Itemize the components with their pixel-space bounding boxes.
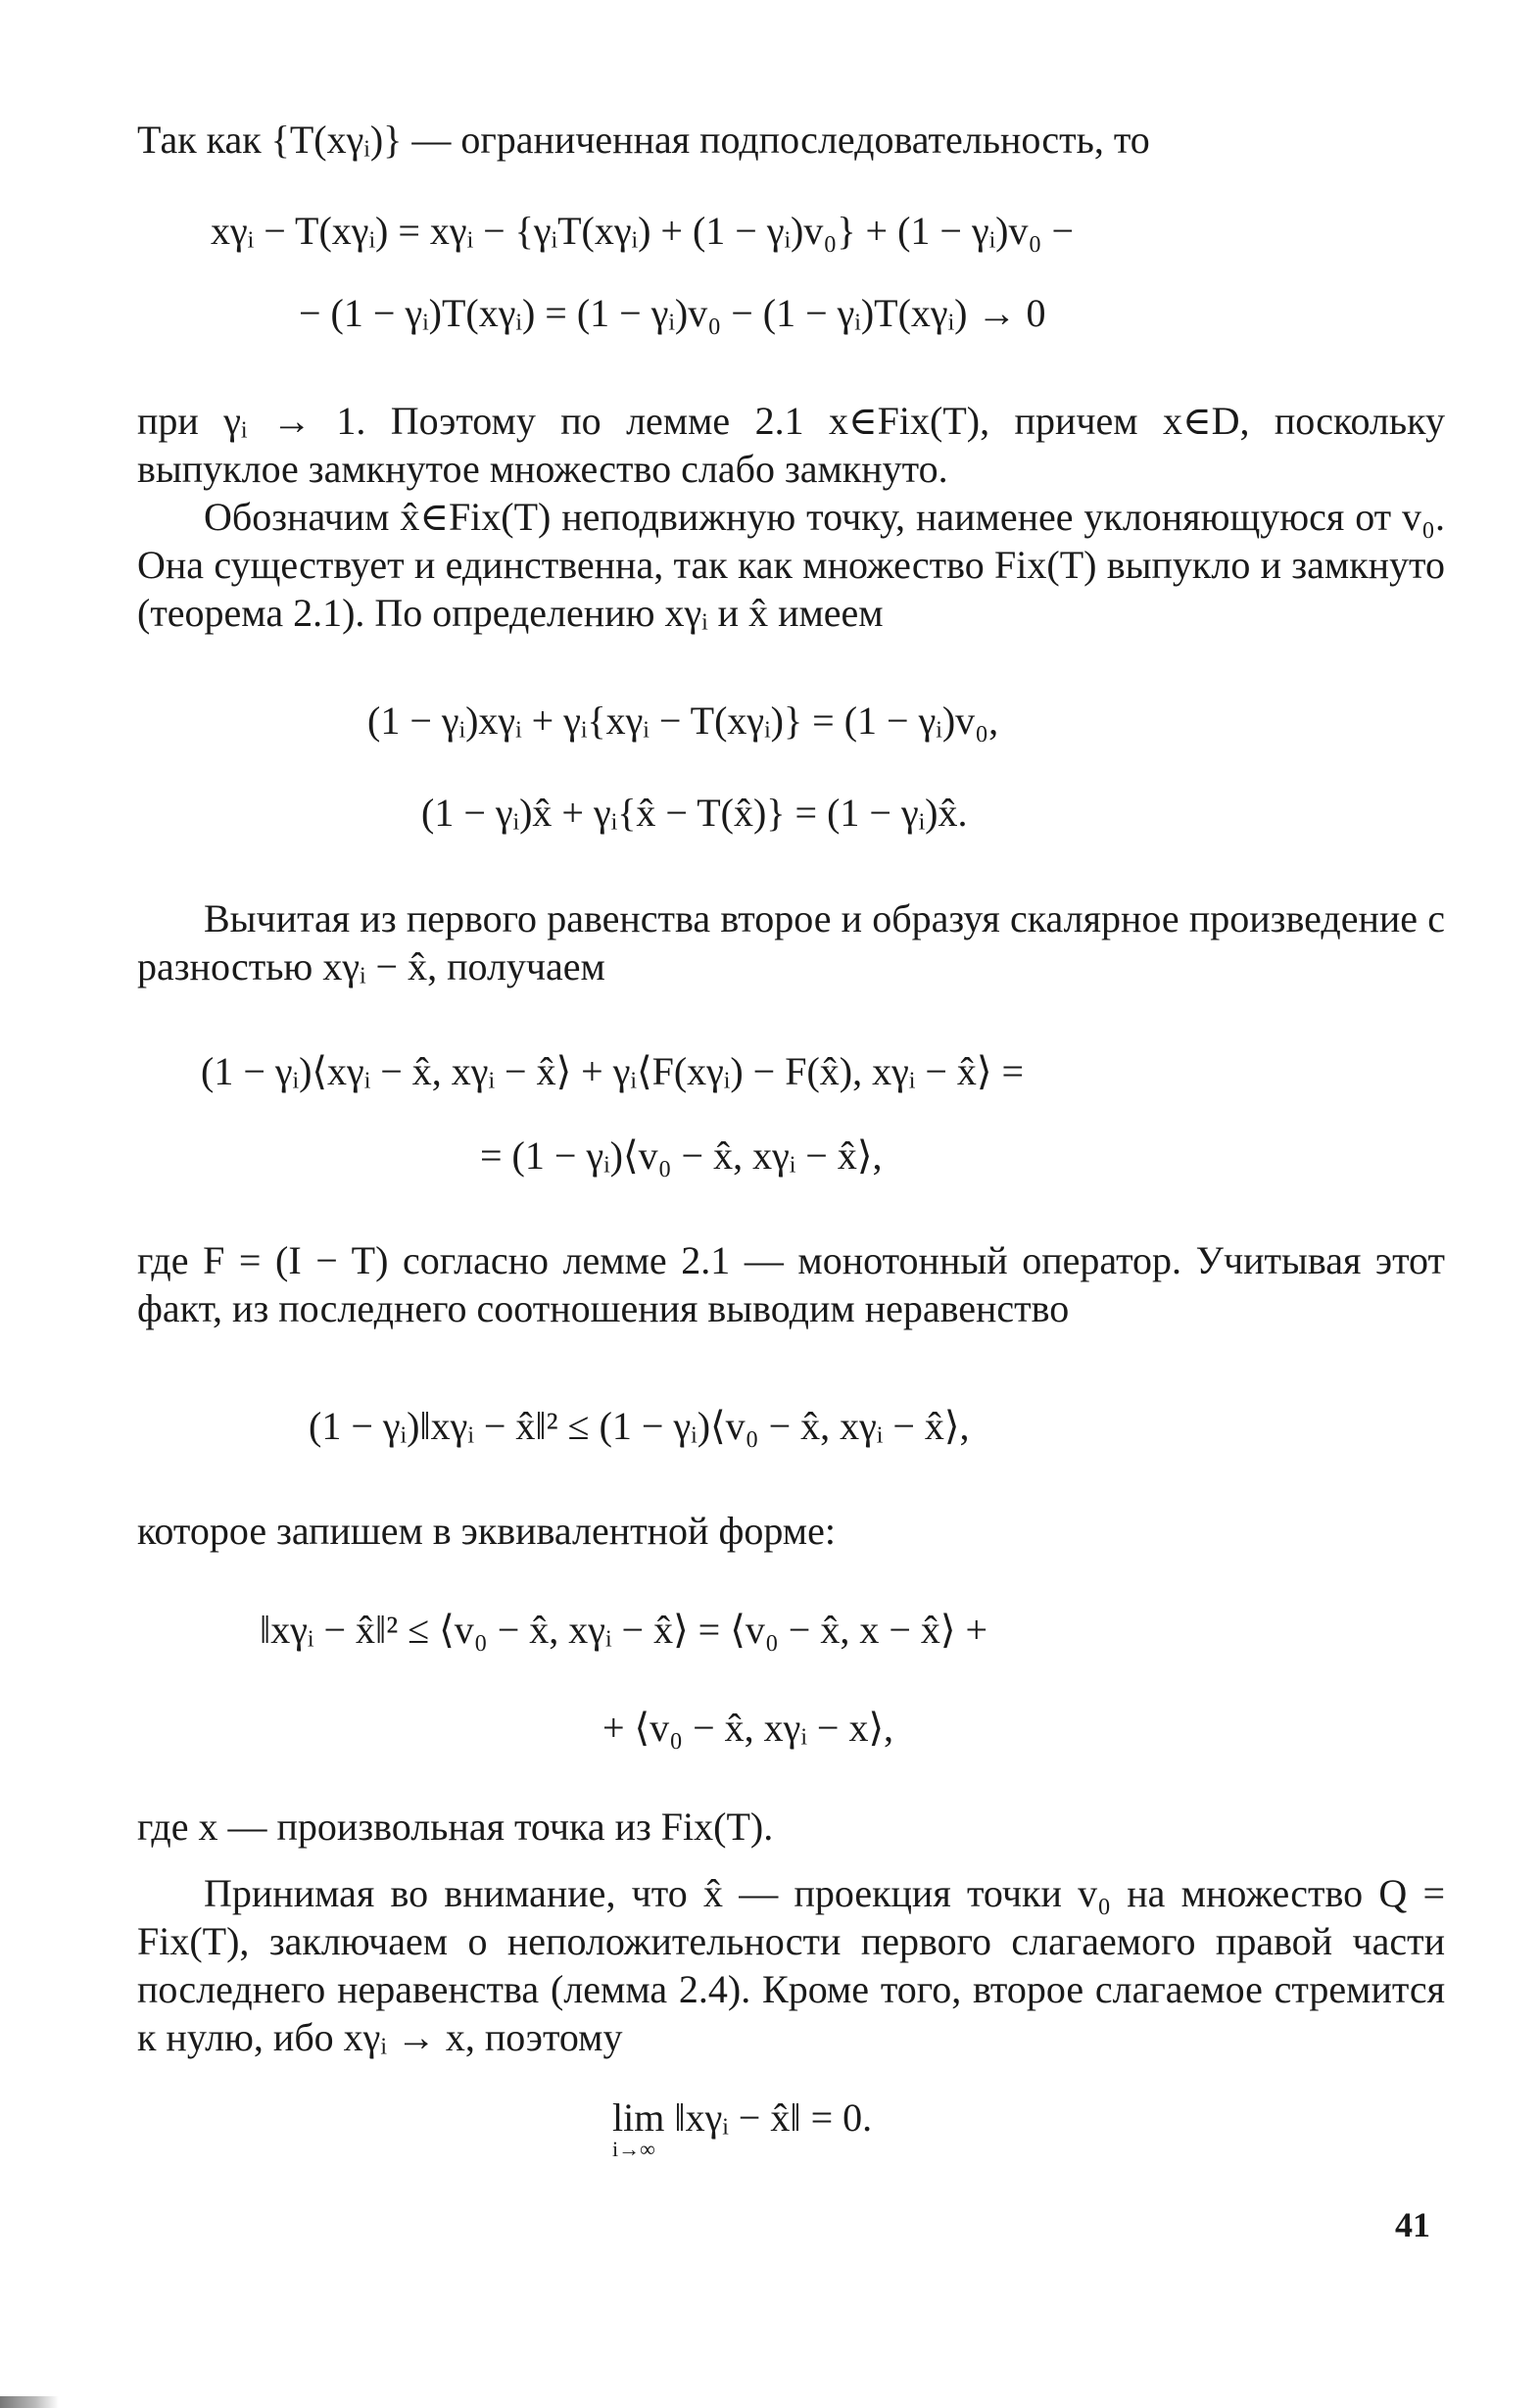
equation-limit-subscript: i→∞ [612,2137,655,2161]
page-number: 41 [1395,2205,1430,2244]
equation-1a: xγᵢ − T(xγᵢ) = xγᵢ − {γᵢT(xγᵢ) + (1 − γᵢ)v₀} + (1 − γᵢ)v₀ − [211,209,1074,253]
equation-2b: (1 − γᵢ)x̂ + γᵢ{x̂ − T(x̂)} = (1 − γᵢ)x̂. [421,791,968,835]
equation-3a: (1 − γᵢ)⟨xγᵢ − x̂, xγᵢ − x̂⟩ + γᵢ⟨F(xγᵢ) − F(x̂), xγᵢ − x̂⟩ = [201,1049,1025,1093]
equation-1b: − (1 − γᵢ)T(xγᵢ) = (1 − γᵢ)v₀ − (1 − γᵢ)T(xγᵢ) → 0 [299,291,1046,335]
paragraph-equivalent: которое запишем в эквивалентной форме: [137,1509,836,1553]
equation-5a: ‖xγᵢ − x̂‖² ≤ ⟨v₀ − x̂, xγᵢ − x̂⟩ = ⟨v₀ − x̂, x − x̂⟩ + [260,1608,988,1652]
equation-4: (1 − γᵢ)‖xγᵢ − x̂‖² ≤ (1 − γᵢ)⟨v₀ − x̂, xγᵢ − x̂⟩, [309,1404,970,1448]
equation-3b: = (1 − γᵢ)⟨v₀ − x̂, xγᵢ − x̂⟩, [480,1133,883,1178]
paragraph-intro: Так как {T(xγᵢ)} — ограниченная подпоследовательность, то [137,118,1150,162]
paragraph-fixed-point: Обозначим x̂∈Fix(T) неподвижную точку, наименее уклоняющуюся от v₀. Она существует и единственна, так как множество Fix(T) выпукло и замкнуто (теорема 2.1). По определению xγᵢ и x̂ имеем [137,495,1445,635]
equation-limit: lim ‖xγᵢ − x̂‖ = 0. [612,2095,873,2140]
paragraph-subtract: Вычитая из первого равенства второе и образуя скалярное произведение с разностью xγᵢ − x̂, получаем [137,896,1445,988]
paragraph-arbitrary-point: где x — произвольная точка из Fix(T). [137,1805,774,1849]
scan-edge-artifact [0,2396,59,2408]
paragraph-projection: Принимая во внимание, что x̂ — проекция точки v₀ на множество Q = Fix(T), заключаем о неположительности первого слагаемого правой части последнего неравенства (лемма 2.4). Кроме того, второе слагаемое стремится к нулю, ибо xγᵢ → x, поэтому [137,1871,1445,2059]
paragraph-monotone: где F = (I − T) согласно лемме 2.1 — монотонный оператор. Учитывая этот факт, из последнего соотношения выводим неравенство [137,1238,1445,1330]
paragraph-lemma-conclusion: при γᵢ → 1. Поэтому по лемме 2.1 x∈Fix(T), причем x∈D, поскольку выпуклое замкнутое множество слабо замкнуто. [137,399,1445,491]
equation-5b: + ⟨v₀ − x̂, xγᵢ − x⟩, [602,1706,894,1750]
equation-2a: (1 − γᵢ)xγᵢ + γᵢ{xγᵢ − T(xγᵢ)} = (1 − γᵢ)v₀, [367,698,999,743]
